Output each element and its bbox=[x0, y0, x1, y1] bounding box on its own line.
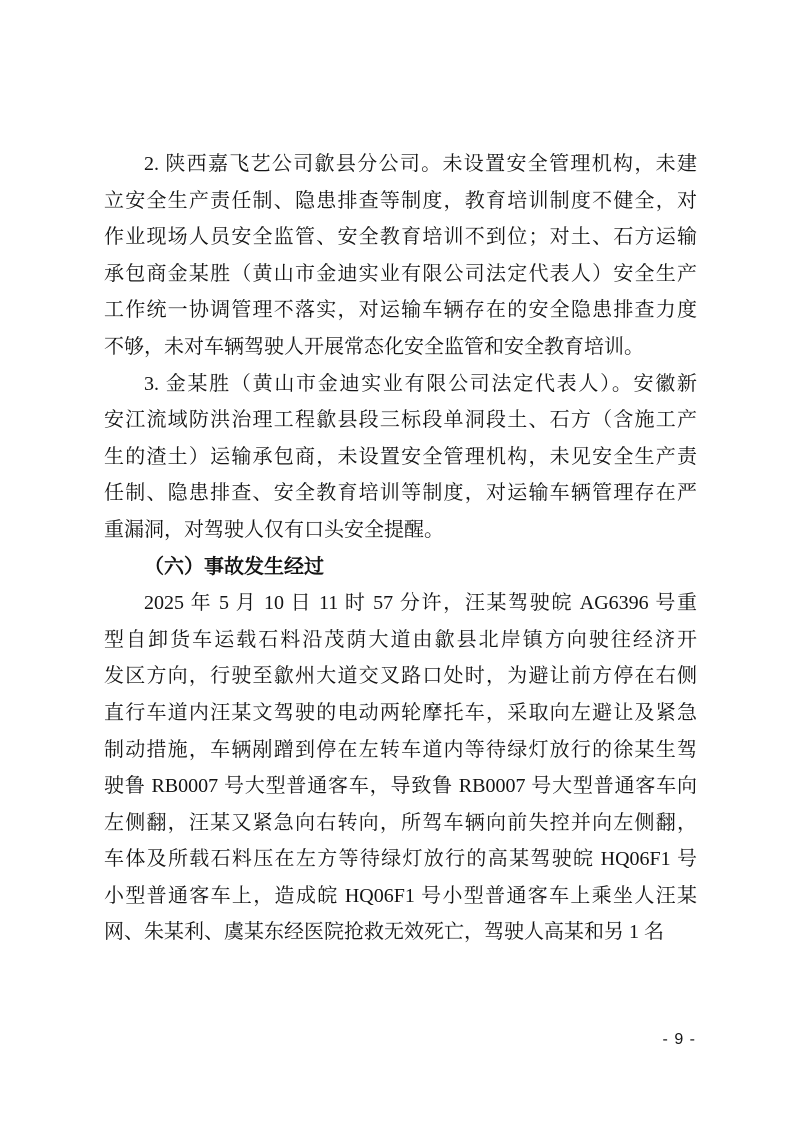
paragraph-contractor-violations bbox=[104, 366, 697, 549]
text-line: 型自卸货车运载石料沿茂荫大道由歙县北岸镇方向驶往经济开 bbox=[104, 628, 697, 651]
text-line: 不够，未对车辆驾驶人开展常态化安全监管和安全教育培训。 bbox=[104, 335, 644, 358]
text-line: 任制、隐患排查、安全教育培训等制度，对运输车辆管理存在严 bbox=[104, 482, 697, 505]
text-line: 作业现场人员安全监管、安全教育培训不到位；对土、石方运输 bbox=[104, 226, 697, 249]
text-line: 2025 年 5 月 10 日 11 时 57 分许，汪某驾驶皖 AG6396 号重 bbox=[144, 592, 697, 615]
text-line: 重漏洞，对驾驶人仅有口头安全提醒。 bbox=[104, 518, 444, 541]
text-line: 工作统一协调管理不落实，对运输车辆存在的安全隐患排查力度 bbox=[104, 299, 697, 322]
text-line: 左侧翻，汪某又紧急向右转向，所驾车辆向前失控并向左侧翻， bbox=[104, 811, 697, 834]
section-heading-accident-course bbox=[104, 549, 697, 586]
paragraph-accident-narrative bbox=[104, 585, 697, 951]
text-line: 承包商金某胜（黄山市金迪实业有限公司法定代表人）安全生产 bbox=[104, 262, 697, 285]
text-line: 小型普通客车上，造成皖 HQ06F1 号小型普通客车上乘坐人汪某 bbox=[104, 884, 697, 907]
paragraph-company-branch-violations bbox=[104, 146, 697, 366]
text-line: 直行车道内汪某文驾驶的电动两轮摩托车，采取向左避让及紧急 bbox=[104, 701, 697, 724]
text-line: 3. 金某胜（黄山市金迪实业有限公司法定代表人）。安徽新 bbox=[144, 372, 697, 395]
text-line: 车体及所载石料压在左方等待绿灯放行的高某驾驶皖 HQ06F1 号 bbox=[104, 848, 697, 871]
text-line: 立安全生产责任制、隐患排查等制度，教育培训制度不健全，对 bbox=[104, 189, 697, 212]
page-number: - 9 - bbox=[662, 1031, 696, 1048]
text-line: 驶鲁 RB0007 号大型普通客车，导致鲁 RB0007 号大型普通客车向 bbox=[104, 775, 697, 798]
text-line: 网、朱某利、虞某东经医院抢救无效死亡，驾驶人高某和另 1 名 bbox=[104, 921, 664, 944]
text-line: 生的渣土）运输承包商，未设置安全管理机构，未见安全生产责 bbox=[104, 445, 697, 468]
document-body bbox=[104, 146, 697, 951]
text-line: 2. 陕西嘉飞艺公司歙县分公司。未设置安全管理机构，未建 bbox=[144, 153, 697, 175]
text-line: 制动措施，车辆剐蹭到停在左转车道内等待绿灯放行的徐某生驾 bbox=[104, 738, 697, 761]
text-line: （六）事故发生经过 bbox=[144, 555, 324, 578]
text-line: 发区方向，行驶至歙州大道交叉路口处时，为避让前方停在右侧 bbox=[104, 665, 697, 688]
text-line: 安江流域防洪治理工程歙县段三标段单洞段土、石方（含施工产 bbox=[104, 409, 697, 432]
